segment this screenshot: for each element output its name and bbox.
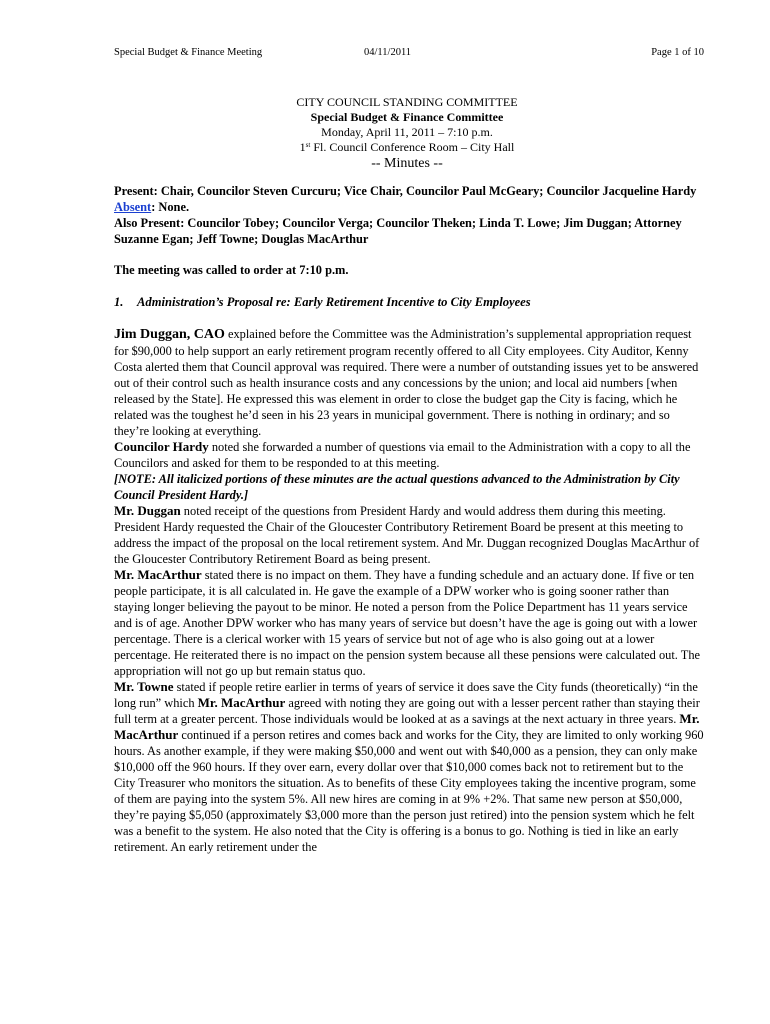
agenda-item-number: 1. <box>114 295 124 309</box>
absent-value: : None. <box>151 200 190 214</box>
paragraph-text: stated there is no impact on them. They have a funding schedule and an actuary done. If five or ten people participate, it is all calculated in. He gave the example of a DPW worker who is going sooner rather than staying longer believing the payout to be minor. He noted a person from the Police Department has 11 years service and is of age. Another DPW worker who has many years of service but doesn’t have the age is going out with a lower percentage. There is a clerical worker with 15 years of service but not of age who is also going out at a lower percentage. He reiterated there is no impact on the pension system because all these pensions were calculated out. The appropriation will not go up but remain status quo. <box>114 568 701 678</box>
also-present-list: Also Present: Councilor Tobey; Councilor Verga; Councilor Theken; Linda T. Lowe; Jim Duggan; Attorney Suzanne Egan; Jeff Towne; Douglas MacArthur <box>114 216 682 246</box>
paragraph-text: stated if people retire earlier in terms of years of service it does save the City funds (theoretically) “in the long run” which <box>114 680 698 710</box>
page-header <box>114 47 704 61</box>
absent-line <box>114 199 704 215</box>
paragraph-duggan-response <box>114 503 704 567</box>
meeting-date-time: Monday, April 11, 2011 – 7:10 p.m. <box>321 125 493 139</box>
speaker-name: Mr. MacArthur <box>114 711 700 742</box>
paragraph-text: noted receipt of the questions from President Hardy and would address them during this meeting. President Hardy requested the Chair of the Gloucester Contributory Retirement Board be present at this meeting to address the impact of the proposal on the local retirement system. And Mr. Duggan recognized Douglas MacArthur of the Gloucester Contributory Retirement Board as being present. <box>114 504 700 566</box>
paragraph-text: explained before the Committee was the Administration’s supplemental appropriation request for $90,000 to help support an early retirement program recently offered to all City employees. City Auditor, Kenny Costa alerted them that Council approval was required. There were a number of outstanding issues yet to be answered out of their control such as health insurance costs and any concessions by the union; and local aid numbers [when released by the State]. He expressed this was element in order to close the budget gap the City is facing, which he related was the toughest he’d seen in his 23 years in municipal government. There is nothing in ordinary; and so they’re looking at everything. <box>114 327 699 438</box>
header-meeting-name: Special Budget & Finance Meeting <box>114 47 263 58</box>
meeting-location <box>114 140 700 155</box>
speaker-name: Jim Duggan, CAO <box>114 327 225 342</box>
paragraph-text: agreed with noting they are going out with a lesser percent rather than staying their full term at a greater percent. Those individuals would be looked at as a savings at the next actuary in three years. <box>114 696 700 726</box>
paragraph-text: noted she forwarded a number of questions via email to the Administration with a copy to all the Councilors and asked for them to be responded to at this meeting. <box>114 440 691 470</box>
committee-heading: CITY COUNCIL STANDING COMMITTEE <box>296 95 518 109</box>
location-floor-suffix: st <box>305 141 311 149</box>
location-room: Fl. Council Conference Room – City Hall <box>310 140 515 154</box>
speaker-name: Mr. Towne <box>114 679 174 694</box>
minutes-heading: -- Minutes -- <box>371 156 443 171</box>
present-list: Present: Chair, Councilor Steven Curcuru; Vice Chair, Councilor Paul McGeary; Councilor Jacqueline Hardy <box>114 184 697 198</box>
title-block <box>114 95 700 172</box>
paragraph-hardy <box>114 439 704 471</box>
location-floor: 1 <box>299 140 306 154</box>
speaker-name: Mr. MacArthur <box>197 695 286 710</box>
agenda-item-heading <box>114 294 704 310</box>
paragraph-text: continued if a person retires and comes back and works for the City, they are limited to only working 960 hours. As another example, if they were making $50,000 and went out with $40,000 as a pension, they can only make $10,000 off the 960 hours. If they over earn, every dollar over that $10,000 comes back not to retirement but to the City Treasurer who monitors the situation. As to benefits of these City employees taking the incentive program, some of them are paying into the system 5%. All new hires are coming in at 9% +2%. That same new person at $50,000, they’re paying $5,050 (approximately $3,000 more than the person just retired) into the pension system which he felt was a benefit to the system. He also noted that the City is offering is a bonus to go. Nothing is tied in like an early retirement. An early retirement under the <box>114 728 704 854</box>
absent-link[interactable]: Absent <box>114 200 152 214</box>
header-page-number: Page 1 of 10 <box>651 47 704 58</box>
agenda-item-title: Administration’s Proposal re: Early Retirement Incentive to City Employees <box>137 295 531 309</box>
call-to-order: The meeting was called to order at 7:10 p.m. <box>114 263 349 277</box>
speaker-name: Mr. Duggan <box>114 503 181 518</box>
header-date: 04/11/2011 <box>364 47 412 58</box>
italics-note: [NOTE: All italicized portions of these minutes are the actual questions advanced to the Administration by City Council President Hardy.] <box>114 472 680 502</box>
document-body <box>114 183 704 855</box>
paragraph-duggan-intro <box>114 326 704 439</box>
committee-name: Special Budget & Finance Committee <box>310 110 504 124</box>
speaker-name: Councilor Hardy <box>114 439 209 454</box>
speaker-name: Mr. MacArthur <box>114 567 202 582</box>
paragraph-macarthur <box>114 567 704 679</box>
paragraph-towne <box>114 679 704 855</box>
